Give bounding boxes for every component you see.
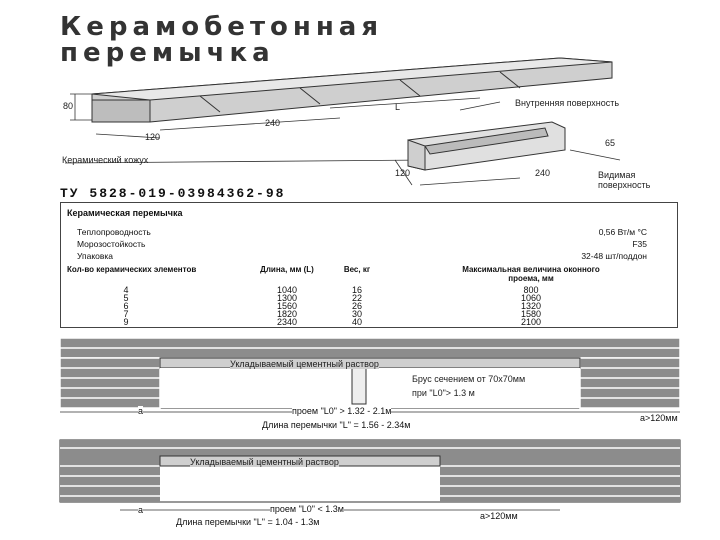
table-heading: Керамическая перемычка bbox=[67, 208, 183, 218]
label-inner-surface: Внутренняя поверхность bbox=[515, 98, 620, 108]
table-row bbox=[61, 293, 677, 301]
table-cell: 1320 bbox=[520, 301, 542, 311]
table-cell: 1060 bbox=[520, 293, 542, 303]
wall2-dim-length: Длина перемычки "L" = 1.04 - 1.3м bbox=[176, 517, 320, 527]
table-cell: 800 bbox=[523, 285, 539, 295]
wall1-support-label: Брус сечением от 70х70мм bbox=[412, 374, 526, 384]
prop-value: F35 bbox=[632, 239, 647, 249]
table-cell: 40 bbox=[351, 317, 362, 327]
table-cell: 1300 bbox=[276, 293, 298, 303]
dim2-mid: 240 bbox=[535, 168, 551, 178]
wall-1 bbox=[60, 338, 680, 412]
wall2-mortar-label: Укладываемый цементный раствор bbox=[190, 457, 339, 467]
title-line-2: перемычка bbox=[60, 38, 275, 68]
dim-width: 120 bbox=[145, 132, 161, 142]
table-cell: 30 bbox=[351, 309, 362, 319]
column-header: Максимальная величина оконного проема, мм bbox=[462, 265, 600, 283]
prop-name: Теплопроводность bbox=[77, 227, 151, 237]
wall1-support-label-2: при "L0"> 1.3 м bbox=[412, 388, 475, 398]
table-cell: 22 bbox=[351, 293, 362, 303]
table-cell: 7 bbox=[123, 309, 129, 319]
dim2-width: 120 bbox=[395, 168, 411, 178]
table-cell: 26 bbox=[351, 301, 362, 311]
wall1-dim-opening: проем "L0" > 1.32 - 2.1м bbox=[292, 406, 392, 416]
label-shell: Керамический кожух bbox=[62, 155, 149, 165]
table-cell: 4 bbox=[123, 285, 129, 295]
profile-element bbox=[408, 122, 565, 170]
table-cell: 2340 bbox=[276, 317, 298, 327]
table-row bbox=[61, 301, 677, 309]
table-row bbox=[61, 317, 677, 325]
table-cell: 1040 bbox=[276, 285, 298, 295]
wall1-dim-a2: a>120мм bbox=[640, 413, 678, 423]
table-body bbox=[61, 285, 677, 325]
column-header: Кол-во керамических элементов bbox=[67, 265, 197, 274]
prop-value: 32-48 шт/поддон bbox=[581, 251, 647, 261]
column-header: Длина, мм (L) bbox=[260, 265, 314, 274]
dim-height: 80 bbox=[63, 101, 74, 111]
wall1-dim-length: Длина перемычки "L" = 1.56 - 2.34м bbox=[262, 420, 411, 430]
prop-name: Морозостойкость bbox=[77, 239, 146, 249]
lintel-beam bbox=[92, 58, 612, 122]
wall1-dim-a: a bbox=[138, 406, 144, 416]
dim-mid: 240 bbox=[265, 118, 281, 128]
dim-length: L bbox=[395, 102, 401, 112]
table-cell: 5 bbox=[123, 293, 129, 303]
wall2-dim-opening: проем "L0" < 1.3м bbox=[270, 504, 344, 514]
wall-2 bbox=[60, 440, 680, 510]
table-cell: 9 bbox=[123, 317, 129, 327]
table-cell: 2100 bbox=[520, 317, 542, 327]
wall2-dim-a2: a>120мм bbox=[480, 511, 518, 521]
table-row bbox=[61, 309, 677, 317]
table-cell: 1580 bbox=[520, 309, 542, 319]
wall1-mortar-label: Укладываемый цементный раствор bbox=[230, 359, 379, 369]
column-header: Вес, кг bbox=[343, 265, 371, 274]
wall2-dim-a: a bbox=[138, 505, 144, 515]
dim2-right: 65 bbox=[605, 138, 616, 148]
table-row bbox=[61, 285, 677, 293]
spec-code: ТУ 5828-019-03984362-98 bbox=[60, 186, 286, 201]
table-cell: 16 bbox=[351, 285, 362, 295]
label-rear: Видимая поверхность bbox=[598, 170, 651, 190]
prop-value: 0,56 Вт/м °С bbox=[598, 227, 647, 237]
table-cell: 1820 bbox=[276, 309, 298, 319]
prop-name: Упаковка bbox=[77, 251, 114, 261]
table-cell: 1560 bbox=[276, 301, 298, 311]
table-cell: 6 bbox=[123, 301, 129, 311]
title-line-1: Керамобетонная bbox=[60, 12, 384, 42]
spec-table bbox=[60, 202, 678, 328]
